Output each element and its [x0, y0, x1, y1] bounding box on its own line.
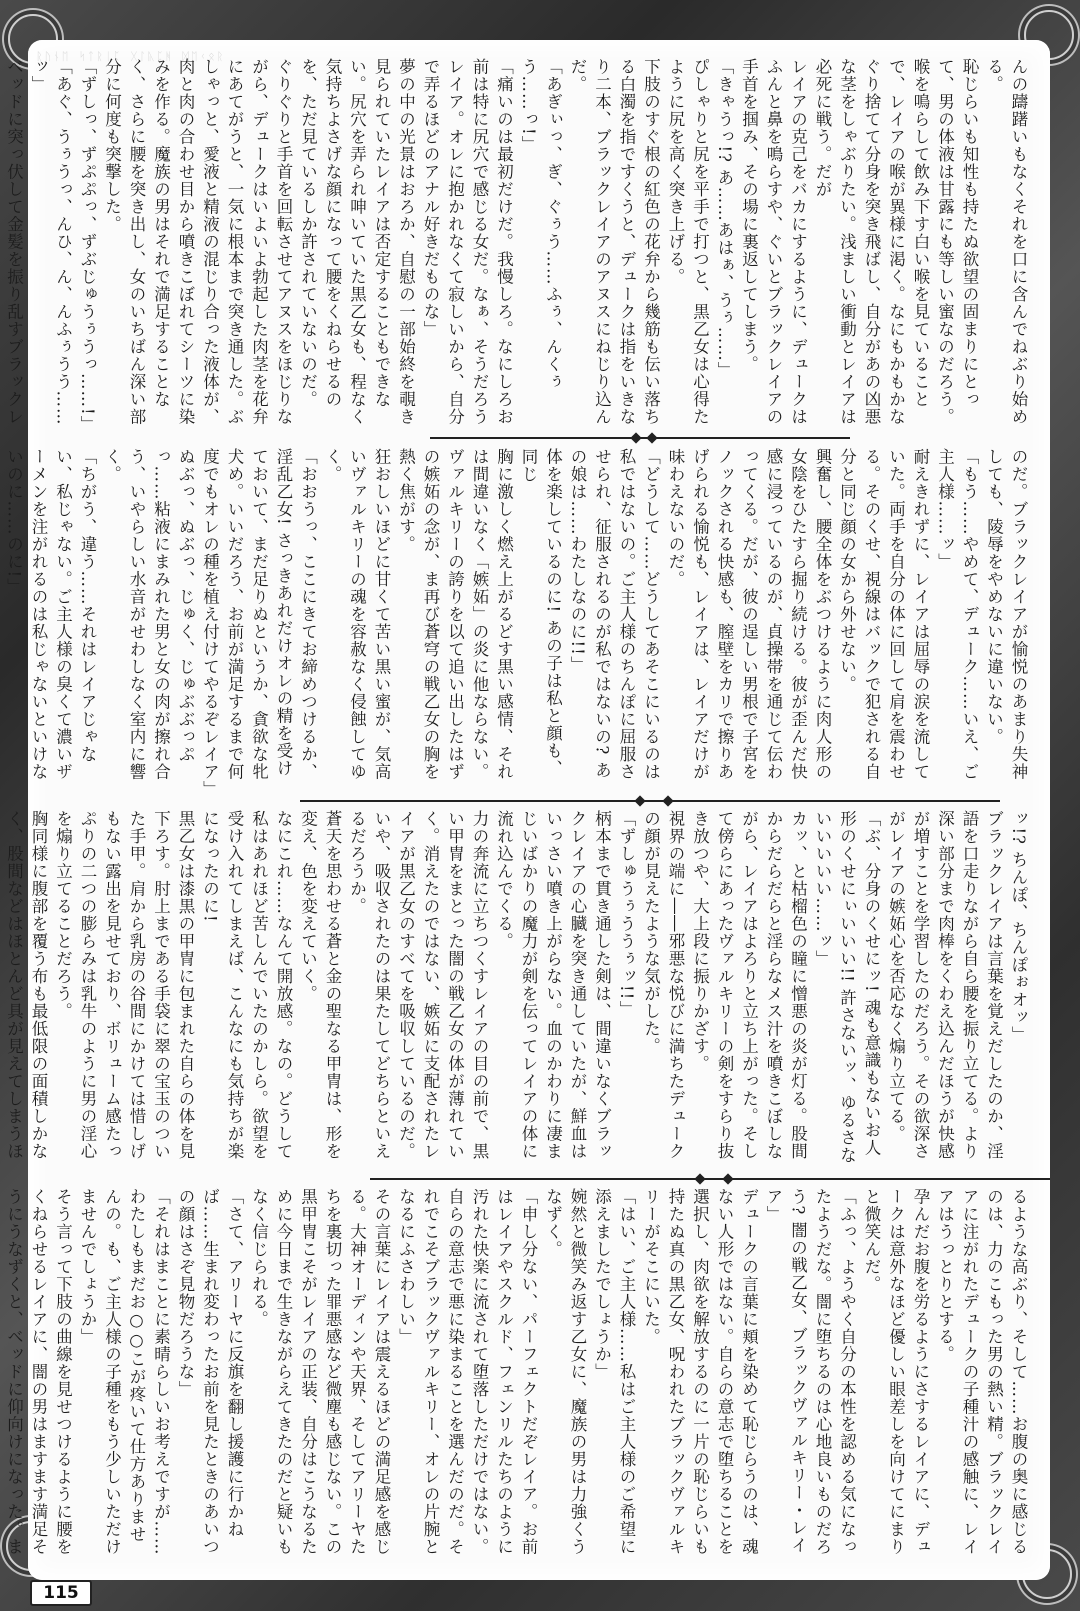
paragraph: 柄本まで貫き通した剣は、間違いなくブラックレイアの心臓を突き通していたが、鮮血はいっさい噴き上がらない。血のかわりに凄まじいばかりの魔力が剣を伝ってレイアの体に流れ込んでくる。: [494, 810, 612, 1160]
paragraph: 「あぎぃっ、ぎ、ぐぅう……ふぅ、んくぅう……っ!」: [519, 58, 563, 391]
paragraph: 黒乙女は漆黒の甲冑に包まれた自らの体を見下ろす。肘上まである手袋に翠の宝玉のついた手甲。肩から乳房の谷間にかけては惜しげもない露出を見せており、ボリューム感たっぷりの二つの膨らみは乳牛のように男の淫心を煽り立てることだろう。: [53, 810, 195, 1160]
paragraph: 胸同様に腹部を覆う布も最低限の面積しかなく、股間などはほとんど具が見えてしまうほ: [4, 810, 48, 1160]
paragraph: 孕んだお腹を労るようにさするレイアに、デュークは意外なほど優しい眼差しを向けてにまりと微笑んだ。: [862, 1188, 930, 1556]
paragraph: 「それはまことに素晴らしいお考えですが……わたしもまだお○○こが疼いて仕方ありませんの。も、ご主人様の子種をもう少しいただけませんでしょうか」: [78, 1188, 171, 1556]
text-tier-4: [4, 1188, 1030, 1558]
paragraph: ブラックレイアは言葉を覚えだしたのか、淫語を口走りながら自ら腰を振り立てる。より深い部分まで肉棒をくわえ込んだほうが快感が増すことを学習したのだろう。その欲深さがレイアの嫉妬心を否応なく煽り立てる。: [886, 810, 1004, 1160]
paragraph: ぐりぐりと手首を回転させてアヌスをほじりながら、デュークはいよいよ勃起した肉茎を花弁にあてがうと、一気に根本まで突き通した。ぶしゃっと、愛液と精液の混じり合った液体が、肉と肉の合わせ目から噴きこぼれてシーツに染みを作る。魔族の男はそれで満足することなく、さらに腰を突き出し、女のいちばん深い部分に何度も突撃した。: [102, 58, 293, 426]
paragraph: 「申し分ない、パーフェクトだぞレイア。お前はレイアやスクルド、フェンリルたちのように汚れた快楽に流されて堕落しただけではない。自らの意志で悪に染まることを選んだのだ。それでこそブラックヴァルキリー、オレの片腕となるにふさわしい」: [396, 1188, 538, 1556]
paragraph: その言葉にレイアは震えるほどの満足感を感じる。大神オーディンや天界、そしてアリーヤたちを裏切った罪悪感など微塵も感じない。この黒甲冑こそがレイアの正装、自分はこうなるために今日まで生きながらえてきたのだと疑いもなく信じられる。: [249, 1188, 391, 1556]
paragraph: 「ずしゅうぅううぅッ!!」: [617, 810, 636, 1018]
paragraph: 「おおうっ、ここにきてお締めつけるか、淫乱乙女! さっきあれだけオレの精を受けておいて、まだ足りぬというか、貪欲な牝犬め。いいだろう、お前が満足するまで何度でもオレの種を植え付けてやるぞレイア」: [200, 448, 318, 798]
paragraph: 力の奔流に立ちつくすレイアの目の前で、黒い甲冑をまとった闇の戦乙女の体が薄れていく。消えたのではない、嫉妬に支配されたレイアが黒乙女のすべてを吸収しているのだ。いや、吸収されたのは果たしてどちらといえるだろうか。: [347, 810, 489, 1160]
paragraph: 耐えきれずに、レイアは屈辱の涙を流していた。両手を自分の体に回して肩を震わせる。そのくせ、視線はバックで犯される自分と同じ顔の女から外せない。: [837, 448, 930, 781]
paragraph: 興奮し、腰全体をぶつけるように肉人形の女陰をひたすら掘り続ける。彼が歪んだ快感に浸っているのが、貞操帯を通じて伝わってくる。だが、彼の逞しい男根で子宮をノックされる快感も、膣壁をカリで擦りあげられる愉悦も、レイアは、レイアだけが味わえないのだ。: [666, 448, 832, 781]
paragraph: 胸に激しく燃え上がるどす黒い感情、それは間違いなく「嫉妬」の炎に他ならない。: [470, 448, 514, 781]
paragraph: 体を楽しているのに! あの子は私と顔も、同じ: [519, 448, 563, 777]
rune-decoration: ᚱᚢᚾᛖ ᛋᛏᚱᛁᛈ ᚷᛚᚣᛈᚻ ᛞᛖᚲᛟᚱ: [36, 50, 226, 63]
divider: [370, 1178, 1050, 1180]
paragraph: ぴしゃりと尻を平手で打つと、黒乙女は心得たように尻を高く突き上げる。: [666, 58, 710, 426]
paragraph: 「ふっ、ようやく自分の本性を認める気になったようだな。闇に堕ちるのは心地良いものだろう? 闇の戦乙女、ブラックヴァルキリー・レイア」: [764, 1188, 857, 1556]
paragraph: 「ぶ、分身のくせにッ! 魂も意識もないお人形のくせにぃいいい!! 許さないッ、ゆるさないいいいい……ッ」: [813, 810, 881, 1165]
paragraph: レイアの克己をバカにするように、デュークはふんと鼻を鳴らすや、ぐいとブラックレイアの手首を掴み、その場に裏返してしまう。: [739, 58, 808, 426]
paragraph: 喉を鳴らして飲み下す白い喉を見ていることで、レイアの喉が異様に渇く。なにもかもかなぐり捨てて分身を突き飛ばし、自分があの凶悪な茎をしゃぶりたい。浅ましい衝動とレイアは必死に戦う。だが: [813, 58, 930, 426]
text-tier-3: [4, 810, 1030, 1170]
divider: [300, 800, 1000, 802]
paragraph: 「もう……やめて、デューク……いえ、ご主人様……ッ」: [935, 448, 979, 781]
paragraph: ヴァルキリーの誇りを以て追い出したはずの嫉妬の念が、ま再び蒼穹の戦乙女の胸を熱く焦がす。: [396, 448, 465, 781]
paragraph: ぬぶっ、ぬぶっ、じゅく、じゅぶぶっぷっ……粘液にまみれた男と女の肉が擦れ合う、いやらしい水音がせわしなく室内に響く。: [102, 448, 195, 781]
paragraph: 「はい、ご主人様……私はご主人様のご希望に添えましたでしょうか」: [592, 1188, 636, 1556]
paragraph: 「さて、アリーヤに反旗を翻し援護に行かねば……生まれ変わったお前を見たときのあいつの顔はさぞ見物だろうな」: [176, 1188, 244, 1556]
paragraph: カッ、と枯榴色の瞳に憎悪の炎が灯る。股間からだらだらと淫らなメス汁を噴きこぼしながら、レイアはよろりと立ち上がった。そして傍らにあったヴァルキリーの剣をすらり抜き放つや、大上段に振りかざす。: [690, 810, 808, 1160]
paragraph: んの躊躇いもなくそれを口に含んでねぶり始める。: [984, 58, 1028, 426]
divider: [430, 437, 850, 439]
paragraph: 「どうして……どうしてあそこにいるのは私ではないの。ご主人様のちんぽに屈服させられ、征服されるのが私ではないの? あの娘は……わたしなのに!!」: [568, 448, 661, 781]
paragraph: ベッドに突っ伏して金髪を振り乱すブラックレ: [4, 58, 24, 426]
paragraph: 夢の中の光景はおろか、自慰の一部始終を覗き見られていたレイアは否定することもできない。尻穴を弄られ呻いていた黒乙女も、程なく気持ちよさげな顔になって腰をくねらせるのを、ただ見ているしか許されていないのだ。: [298, 58, 416, 426]
page-number: 115: [30, 1580, 92, 1606]
text-tier-2: [4, 448, 1030, 798]
paragraph: そう言って下肢の曲線を見せつけるように腰をくねらせるレイアに、闇の男はますます満足そうにうなずくと、ベッドに仰向けになった。ま: [4, 1188, 73, 1556]
paragraph: 狂おしいほどに甘くて苦い黒い蜜が、気高いヴァルキリーの魂を容赦なく侵蝕してゆく。: [323, 448, 391, 781]
paragraph: デュークの言葉に頬を染めて恥じらうのは、魂ない人形ではない。自らの意志で堕ちることを選択し、肉欲を解放するのに一片の恥じらいも持たぬ真の黒乙女、呪われたブラックヴァルキリーがそこにいた。: [641, 1188, 759, 1556]
paragraph: 恥じらいも知性も持たぬ欲望の固まりにとって、男の体液は甘露にも等しい蜜なのだろう。: [935, 58, 979, 426]
paragraph: 蒼天を思わせる蒼と金の聖なる甲冑は、形を変え、色を変えていく。: [298, 810, 342, 1160]
paragraph: のだ。ブラックレイアが愉悦のあまり失神しても、陵辱をやめないに違いない。: [984, 448, 1028, 781]
paragraph: るような高ぶり、そして……お腹の奥に感じるのは、力のこもった男の熱い精。ブラックレイアに注がれたデュークの子種汁の感触に、レイアはうっとりとする。: [935, 1188, 1028, 1556]
paragraph: 「痛いのは最初だけだ。我慢しろ。なにしろお前は特に尻穴で感じる女だ。なぁ、そうだろうレイア。オレに抱かれなくて寂しいから、自分で弄るほどのアナル好きだものな」: [421, 58, 514, 426]
paragraph: 「ずしっ、ずぷぷっ、ずぶじゅうぅうっ……!」: [78, 58, 97, 434]
paragraph: 下肢のすぐ根の紅色の花弁から幾筋も伝い落ちる白濁を指ですくうと、デュークは指をいきなり二本、ブラックレイアのアヌスにねじり込んだ。: [568, 58, 661, 426]
paragraph: ッ!? ちんぽ、ちんぽぉオッ」: [1009, 810, 1028, 1044]
paragraph: 「あぐ、うぅうっ、んひ、ん、んふぅうう……ッ」: [29, 58, 73, 426]
paragraph: 視界の端に――邪悪な悦びに満ちたデュークの顔が見えたような気がした。: [641, 810, 685, 1160]
paragraph: 「ちがう、違う……それはレイアじゃない、私じゃない。ご主人様の臭くて濃いザーメンを注がれるのは私じゃないといけないのに……のに!」: [4, 448, 97, 781]
text-tier-1: [4, 58, 1030, 434]
paragraph: 婉然と微笑み返す乙女に、魔族の男は力強くうなずく。: [543, 1188, 587, 1556]
paragraph: なにこれ……なんて開放感。なの。どうして私はあれほど苦しんでいたのかしら。欲望を受け入れてしまえば、こんなにも気持ちが楽になったのに!: [200, 810, 293, 1160]
paragraph: 「きゃうっ!? あ……あはぁ、うぅ……」: [715, 58, 734, 380]
